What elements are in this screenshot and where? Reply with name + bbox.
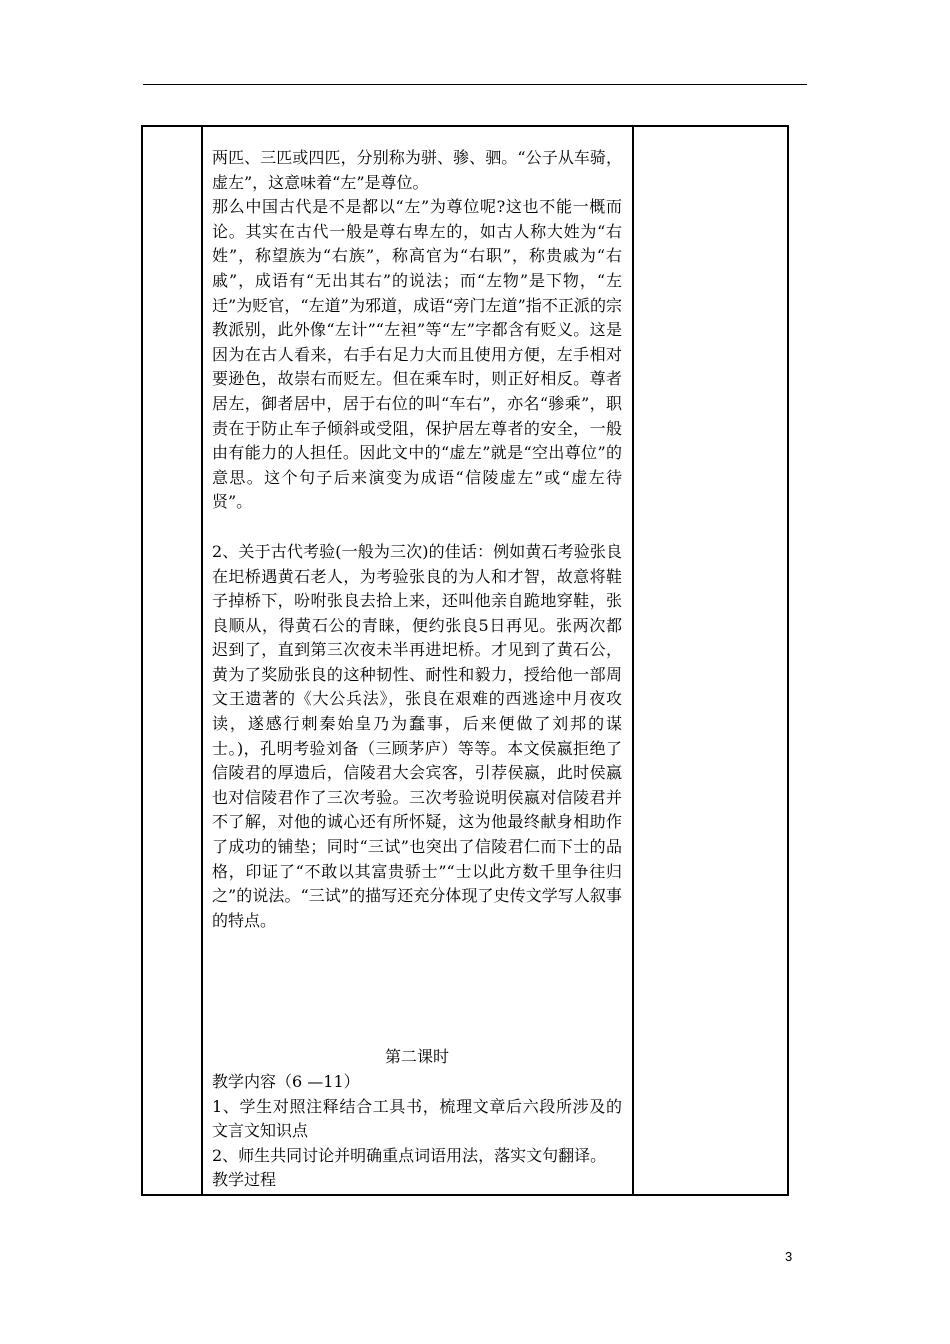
- right-column: [634, 126, 788, 1195]
- lesson-plan-table: [141, 125, 789, 1196]
- left-column: [142, 126, 203, 1195]
- process-heading: 教学过程: [212, 1170, 277, 1190]
- header-rule: [143, 84, 807, 85]
- content-column: [203, 126, 634, 1195]
- paragraph-ancient-tests: 2、关于古代考验(一般为三次)的佳话：例如黄石考验张良在圯桥遇黄石老人，为考验张良的为人和才智，故意将鞋子掉桥下，吩咐张良去拾上来，还叫他亲自跪地穿鞋，张良顺从，得黄石公的青睐，便约张良5日再见。张两次都迟到了，直到第三次夜未半再进圯桥。才见到了黄石公，黄为了奖励张良的这种韧性、耐性和毅力，授给他一部周文王遗著的《大公兵法》，张良在艰难的西逃途中月夜攻读，遂感行刺秦始皇乃为蠢事，后来便做了刘邦的谋士。)，孔明考验刘备（三顾茅庐）等等。本文侯嬴拒绝了信陵君的厚遗后，信陵君大会宾客，引荐侯嬴，此时侯嬴也对信陵君作了三次考验。三次考验说明侯嬴对信陵君并不了解，对他的诚心还有所怀疑，这为他最终献身相助作了成功的铺垫；同时“三试”也突出了信陵君仁而下士的品格，印证了“不敢以其富贵骄士”“士以此方数千里争往归之”的说法。“三试”的描写还充分体现了史传文学写人叙事的特点。: [212, 541, 622, 930]
- lesson-title: 第二课时: [384, 1047, 449, 1067]
- paragraph-chariot-seats: 两匹、三匹或四匹，分别称为骈、骖、驷。“公子从车骑，虚左”，这意味着“左”是尊位。: [212, 148, 622, 192]
- content-heading: 教学内容（6 —11）: [212, 1072, 360, 1091]
- content-item-1: 1、学生对照注释结合工具书，梳理文章后六段所涉及的文言文知识点: [212, 1096, 622, 1141]
- content-item-2: 2、师生共同讨论并明确重点词语用法，落实文句翻译。: [212, 1145, 607, 1165]
- page-number: 3: [785, 1249, 793, 1264]
- paragraph-left-right-honor: 那么中国古代是不是都以“左”为尊位呢?这也不能一概而论。其实在古代一般是尊右卑左的，如古人称大姓为“右姓”，称望族为“右族”，称高官为“右职”，称贵戚为“右戚”，成语有“无出其右”的说法；而“左物”是下物，“左迁”为贬官，“左道”为邪道，成语“旁门左道”指不正派的宗教派别，此外像“左计”“左袒”等“左”字都含有贬义。这是因为在古人看来，右手右足力大而且使用方便，左手相对要逊色，故崇右而贬左。但在乘车时，则正好相反。尊者居左，御者居中，居于右位的叫“车右”，亦名“骖乘”，职责在于防止车子倾斜或受阻，保护居左尊者的安全，一般由有能力的人担任。因此文中的“虚左”就是“空出尊位”的意思。这个句子后来演变为成语“信陵虚左”或“虚左待贤”。: [212, 197, 622, 512]
